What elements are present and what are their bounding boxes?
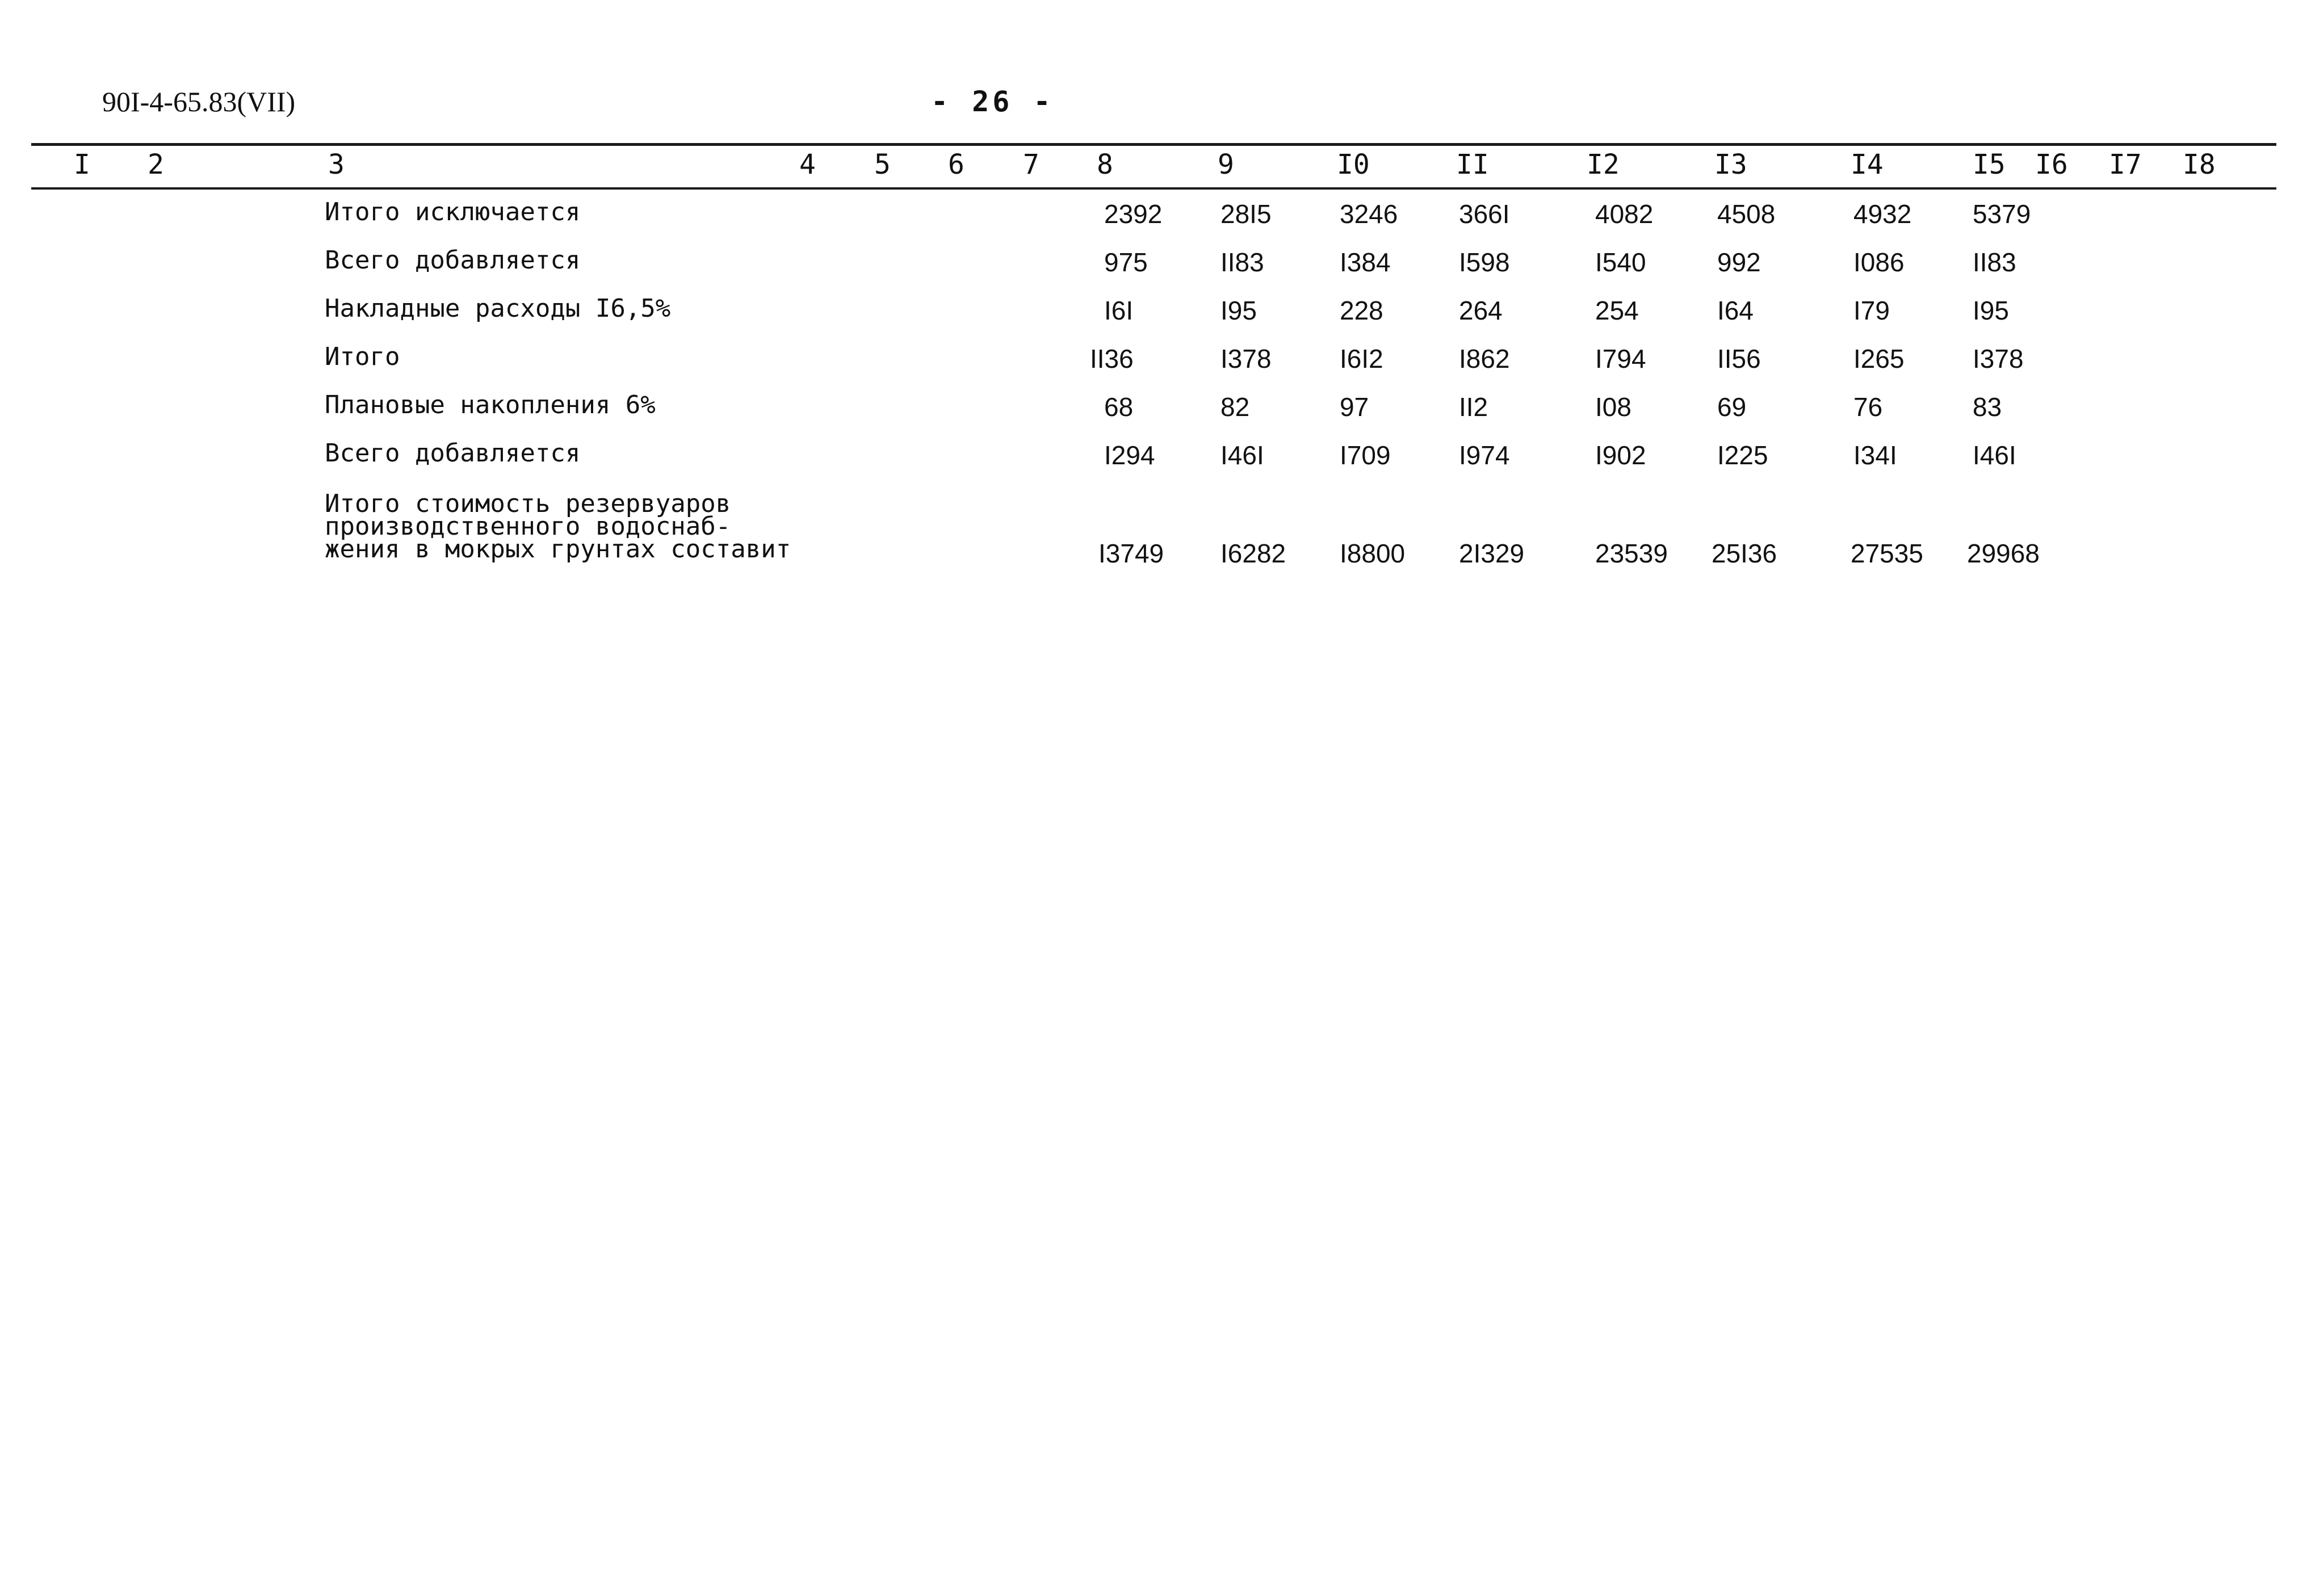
table-cell: I540 xyxy=(1595,247,1646,277)
table-cell: 975 xyxy=(1104,247,1148,277)
header-rule xyxy=(31,187,2276,190)
doc-code: 90I-4-65.83(VII) xyxy=(102,86,296,117)
table-cell: 254 xyxy=(1595,296,1639,325)
table-cell: I46I xyxy=(1973,440,2016,470)
column-header: 2 xyxy=(148,149,164,180)
table-cell: I34I xyxy=(1853,440,1897,470)
table-cell: 4082 xyxy=(1595,199,1654,229)
table-cell: 264 xyxy=(1459,296,1503,325)
column-header: 5 xyxy=(874,149,891,180)
column-header: I7 xyxy=(2109,149,2142,180)
table-cell: I95 xyxy=(1220,296,1257,325)
table-cell: I3749 xyxy=(1098,539,1164,568)
table-cell: I6282 xyxy=(1220,539,1286,568)
table-cell: I794 xyxy=(1595,344,1646,373)
column-header: 7 xyxy=(1023,149,1039,180)
table-cell: I294 xyxy=(1104,440,1155,470)
table-cell: 25I36 xyxy=(1712,539,1777,568)
row-label: Итого xyxy=(325,342,400,371)
column-header: I6 xyxy=(2035,149,2068,180)
row-label-line: Итого стоимость резервуаров xyxy=(325,489,731,518)
table-cell: II2 xyxy=(1459,392,1488,422)
table-cell: I08 xyxy=(1595,392,1631,422)
column-header: 3 xyxy=(328,149,345,180)
table-cell: II83 xyxy=(1220,247,1264,277)
table-cell: I95 xyxy=(1973,296,2009,325)
table-cell: I6I2 xyxy=(1340,344,1383,373)
column-header: I xyxy=(74,149,90,180)
page-number: - 26 - xyxy=(931,85,1054,118)
column-header: I5 xyxy=(1973,149,2006,180)
table-cell: I265 xyxy=(1853,344,1905,373)
column-header: I0 xyxy=(1337,149,1370,180)
column-header: 9 xyxy=(1218,149,1234,180)
top-rule xyxy=(31,143,2276,146)
table-cell: I709 xyxy=(1340,440,1391,470)
row-label-multiline xyxy=(325,489,791,564)
table-cell: I6I xyxy=(1104,296,1134,325)
row-label: Всего добавляется xyxy=(325,246,581,275)
table-cell: I902 xyxy=(1595,440,1646,470)
table-cell: 82 xyxy=(1220,392,1250,422)
table-cell: 3246 xyxy=(1340,199,1398,229)
column-header: 8 xyxy=(1097,149,1113,180)
table-cell: I378 xyxy=(1220,344,1272,373)
table-cell: 4932 xyxy=(1853,199,1912,229)
table-cell: 76 xyxy=(1853,392,1883,422)
table-cell: I46I xyxy=(1220,440,1264,470)
table-cell: I384 xyxy=(1340,247,1391,277)
table-cell: 4508 xyxy=(1717,199,1776,229)
table-cell: I225 xyxy=(1717,440,1768,470)
table-cell: I8800 xyxy=(1340,539,1406,568)
table-cell: I974 xyxy=(1459,440,1510,470)
column-header: I4 xyxy=(1851,149,1884,180)
table-cell: I378 xyxy=(1973,344,2024,373)
table-cell: II83 xyxy=(1973,247,2016,277)
table-cell: 69 xyxy=(1717,392,1747,422)
table-cell: II56 xyxy=(1717,344,1761,373)
table-cell: 23539 xyxy=(1595,539,1668,568)
row-label: Плановые накопления 6% xyxy=(325,390,656,419)
table-cell: 2392 xyxy=(1104,199,1163,229)
table-cell: 97 xyxy=(1340,392,1369,422)
table-cell: 2I329 xyxy=(1459,539,1525,568)
table-cell: I862 xyxy=(1459,344,1510,373)
column-header: 6 xyxy=(948,149,964,180)
table-cell: 27535 xyxy=(1851,539,1923,568)
table-cell: 68 xyxy=(1104,392,1134,422)
column-header: II xyxy=(1456,149,1489,180)
column-header: I2 xyxy=(1587,149,1620,180)
table-cell: 366I xyxy=(1459,199,1510,229)
row-label: Итого исключается xyxy=(325,198,581,226)
table-cell: I64 xyxy=(1717,296,1754,325)
column-header: I3 xyxy=(1714,149,1747,180)
table-cell: I086 xyxy=(1853,247,1905,277)
table-cell: 228 xyxy=(1340,296,1383,325)
table-cell: I79 xyxy=(1853,296,1890,325)
table-cell: 29968 xyxy=(1967,539,2040,568)
column-header: I8 xyxy=(2183,149,2216,180)
table-cell: 83 xyxy=(1973,392,2002,422)
row-label: Накладные расходы I6,5% xyxy=(325,294,671,323)
table-cell: 28I5 xyxy=(1220,199,1272,229)
row-label: Всего добавляется xyxy=(325,439,581,468)
table-cell: I598 xyxy=(1459,247,1510,277)
column-header: 4 xyxy=(799,149,816,180)
table-cell: 992 xyxy=(1717,247,1761,277)
row-label-line: жения в мокрых грунтах составит xyxy=(325,535,791,564)
table-cell: 5379 xyxy=(1973,199,2031,229)
table-cell: II36 xyxy=(1090,344,1134,373)
row-label-line: производственного водоснаб- xyxy=(325,512,731,541)
